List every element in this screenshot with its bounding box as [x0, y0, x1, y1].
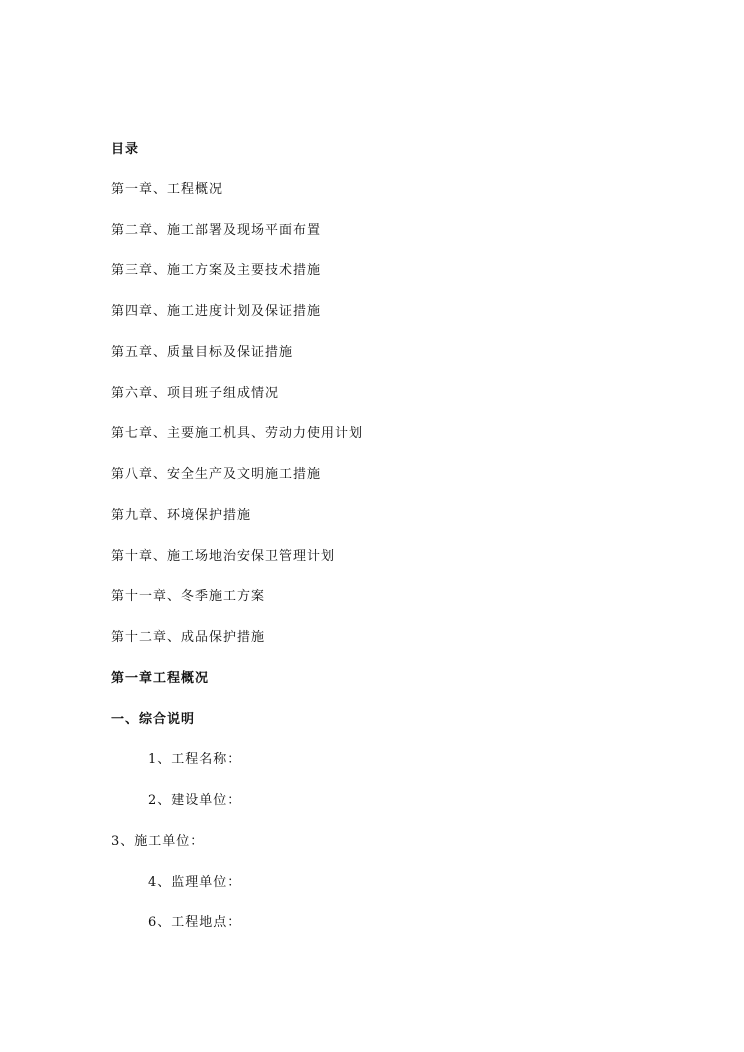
toc-item: 第一章、工程概况: [111, 182, 224, 197]
field-project-name: 1、工程名称：: [148, 752, 242, 767]
toc-item: 第二章、施工部署及现场平面布置: [111, 223, 322, 238]
field-client: 2、建设单位：: [148, 793, 242, 808]
toc-item: 第五章、质量目标及保证措施: [111, 345, 294, 360]
toc-item: 第九章、环境保护措施: [111, 508, 252, 523]
toc-item: 第十二章、成品保护措施: [111, 630, 266, 645]
toc-title: 目录: [111, 142, 140, 157]
toc-item: 第七章、主要施工机具、劳动力使用计划: [111, 426, 364, 441]
toc-item: 第十章、施工场地治安保卫管理计划: [111, 549, 336, 564]
toc-item: 第六章、项目班子组成情况: [111, 386, 280, 401]
toc-item: 第十一章、冬季施工方案: [111, 589, 266, 604]
field-location: 6、工程地点：: [148, 915, 242, 930]
section-heading: 一、综合说明: [111, 712, 196, 727]
toc-item: 第三章、施工方案及主要技术措施: [111, 263, 322, 278]
field-contractor: 3、施工单位：: [111, 834, 205, 849]
field-supervisor: 4、监理单位：: [148, 875, 242, 890]
toc-item: 第四章、施工进度计划及保证措施: [111, 304, 322, 319]
toc-item: 第八章、安全生产及文明施工措施: [111, 467, 322, 482]
chapter-heading: 第一章工程概况: [111, 671, 210, 686]
